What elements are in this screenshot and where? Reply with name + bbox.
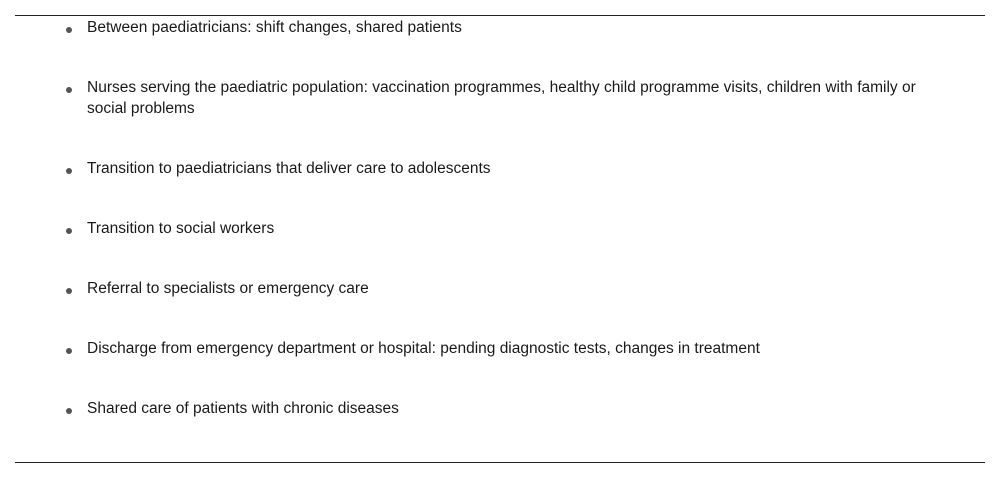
list-item: [66, 221, 946, 239]
list-item-text: Transition to paediatricians that deliver care to adolescents: [87, 160, 491, 177]
list-item-text: Nurses serving the paediatric population: vaccination programmes, healthy child programme visits, children with family or social problems: [87, 79, 916, 117]
bullet-icon: [66, 408, 72, 414]
bottom-divider: [15, 462, 985, 463]
list-item: [66, 161, 946, 179]
bullet-icon: [66, 168, 72, 174]
bullet-icon: [66, 27, 72, 33]
list-item-text: Referral to specialists or emergency care: [87, 280, 369, 297]
list-item: [66, 281, 946, 299]
list-item: [66, 341, 946, 359]
list-item-text: Discharge from emergency department or hospital: pending diagnostic tests, changes in treatment: [87, 340, 760, 357]
bullet-icon: [66, 348, 72, 354]
list-item: [66, 80, 946, 119]
list-item-text: Shared care of patients with chronic diseases: [87, 400, 399, 417]
list-item: [66, 20, 946, 38]
list-item-text: Between paediatricians: shift changes, shared patients: [87, 19, 462, 36]
bullet-icon: [66, 87, 72, 93]
bullet-icon: [66, 288, 72, 294]
list-item-text: Transition to social workers: [87, 220, 275, 237]
bullet-icon: [66, 228, 72, 234]
list-item: [66, 401, 946, 419]
